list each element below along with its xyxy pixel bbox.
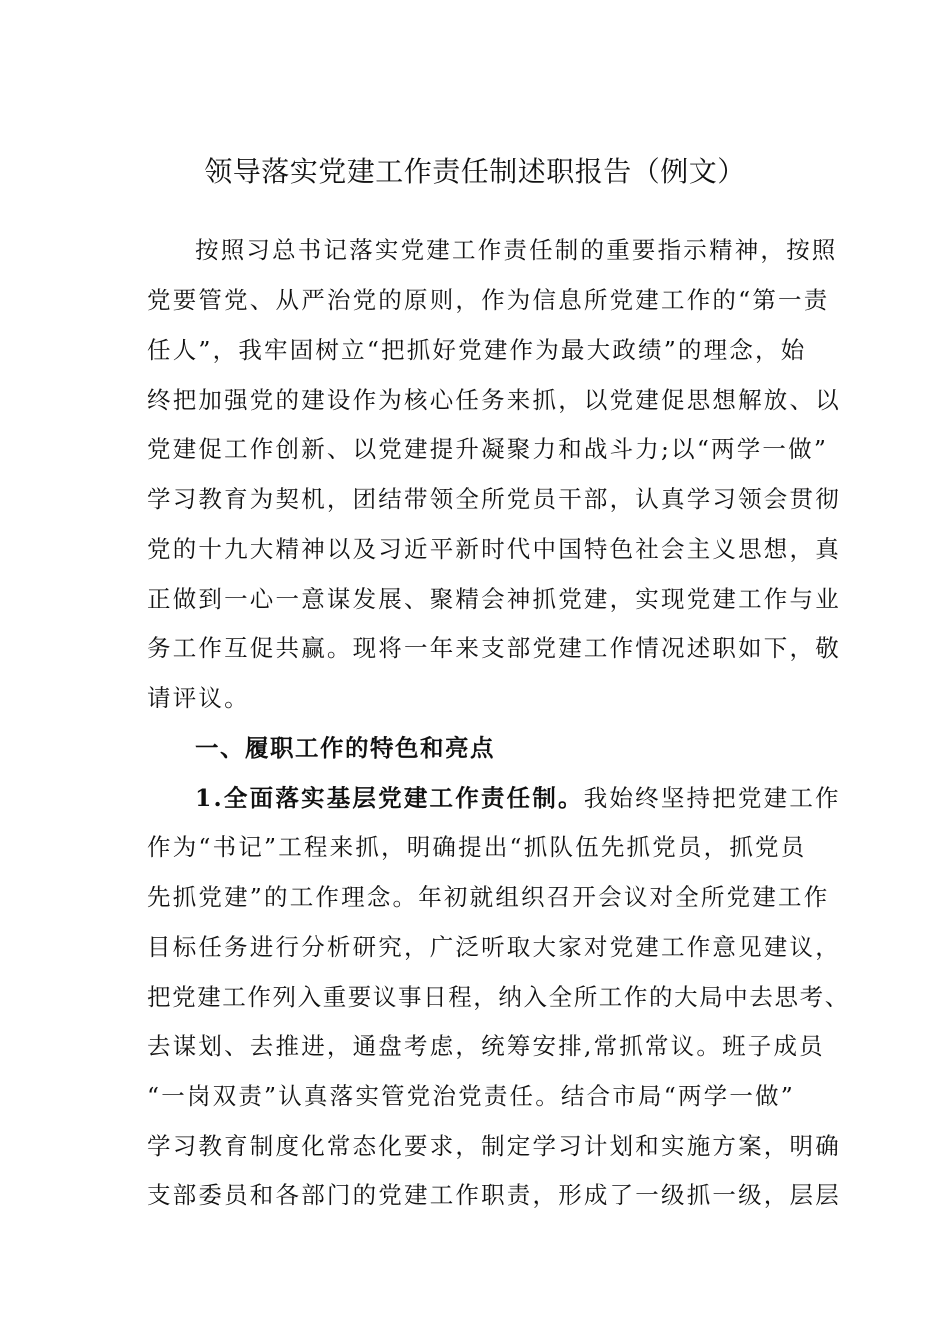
paragraph-line: 去谋划、去推进，通盘考虑，统筹安排,常抓常议。班子成员 xyxy=(147,1032,825,1060)
section-heading: 一、履职工作的特色和亮点 xyxy=(195,734,495,762)
paragraph-line: 党的十九大精神以及习近平新时代中国特色社会主义思想，真 xyxy=(147,535,841,563)
paragraph-line: 先抓党建”的工作理念。年初就组织召开会议对全所党建工作 xyxy=(147,883,830,911)
paragraph-line: 党要管党、从严治党的原则，作为信息所党建工作的“第一责 xyxy=(147,286,830,314)
paragraph-line: 学习教育制度化常态化要求，制定学习计划和实施方案，明确 xyxy=(147,1132,841,1160)
paragraph-line: “一岗双责”认真落实管党治党责任。结合市局“两学一做” xyxy=(147,1082,795,1110)
paragraph-line: 支部委员和各部门的党建工作职责，形成了一级抓一级，层层 xyxy=(147,1181,841,1209)
paragraph-line: 请评议。 xyxy=(147,684,250,712)
paragraph-line: 党建促工作创新、以党建提升凝聚力和战斗力;以“两学一做” xyxy=(147,435,829,463)
paragraph-line: 任人”，我牢固树立“把抓好党建作为最大政绩”的理念，始 xyxy=(147,336,807,364)
paragraph-line: 终把加强党的建设作为核心任务来抓，以党建促思想解放、以 xyxy=(147,386,841,414)
paragraph-line: 作为“书记”工程来抓，明确提出“抓队伍先抓党员，抓党员 xyxy=(147,833,807,861)
item-first-text: 我始终坚持把党建工作 xyxy=(583,784,841,812)
paragraph-line: 学习教育为契机，团结带领全所党员干部，认真学习领会贯彻 xyxy=(147,485,841,513)
paragraph-line: 务工作互促共赢。现将一年来支部党建工作情况述职如下，敬 xyxy=(147,634,841,662)
paragraph-line: 目标任务进行分析研究，广泛听取大家对党建工作意见建议， xyxy=(147,933,841,961)
item-first-line xyxy=(195,781,895,815)
paragraph-line: 正做到一心一意谋发展、聚精会神抓党建，实现党建工作与业 xyxy=(147,585,841,613)
paragraph-line: 按照习总书记落实党建工作责任制的重要指示精神，按照 xyxy=(195,236,838,264)
document-title: 领导落实党建工作责任制述职报告（例文） xyxy=(204,155,746,188)
item-heading: 1.全面落实基层党建工作责任制。 xyxy=(195,784,584,812)
paragraph-line: 把党建工作列入重要议事日程，纳入全所工作的大局中去思考、 xyxy=(147,983,850,1011)
